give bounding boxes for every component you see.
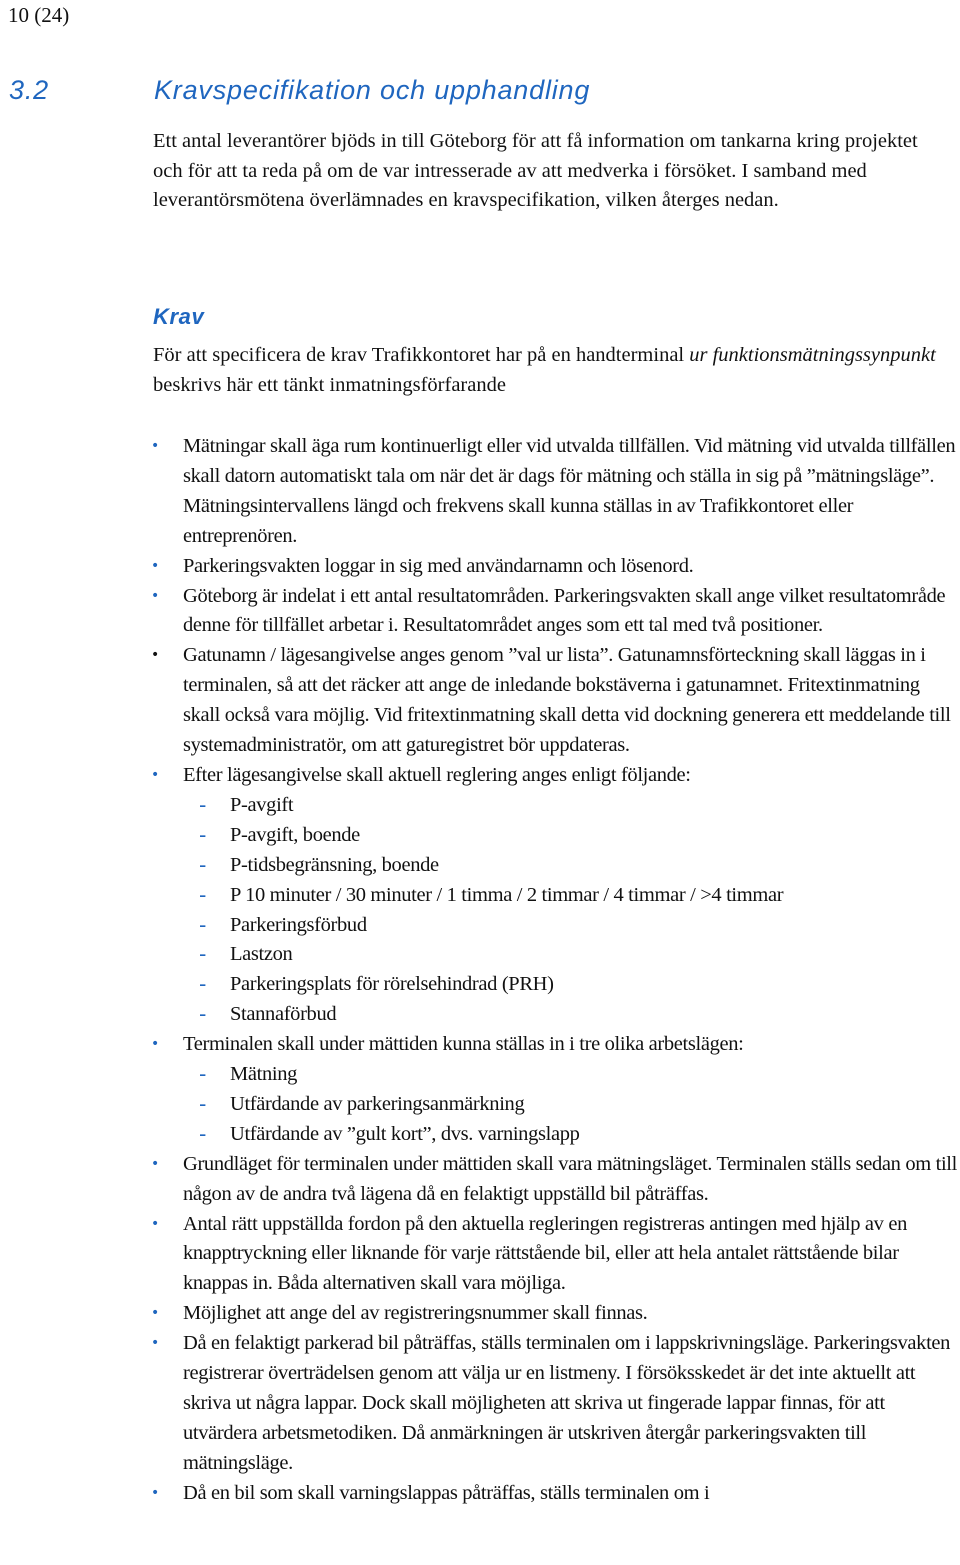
section-number: 3.2: [9, 75, 49, 105]
dash-icon: -: [199, 912, 207, 937]
sub-item-text: Lastzon: [230, 943, 293, 966]
requirement-item: [0, 1329, 960, 1479]
dash-icon: -: [199, 942, 207, 967]
sub-list-item: [183, 881, 960, 911]
dash-icon: -: [199, 882, 207, 907]
requirement-text: Då en bil som skall varningslappas påträffas, ställs terminalen om i: [183, 1481, 710, 1504]
requirement-item: [0, 582, 960, 642]
requirement-text: Parkeringsvakten loggar in sig med användarnamn och lösenord.: [183, 554, 694, 577]
bullet-icon: •: [151, 1305, 159, 1322]
dash-icon: -: [199, 972, 207, 997]
sub-list-item: [183, 1060, 960, 1090]
requirement-item: [0, 432, 960, 552]
section-heading: [9, 74, 590, 106]
bullet-icon: •: [151, 557, 159, 574]
requirement-item: [0, 1299, 960, 1329]
sub-list-item: [183, 1000, 960, 1030]
requirement-text: Göteborg är indelat i ett antal resultatområden. Parkeringsvakten skall ange vilket resultatområde denne för tillfället arbetar i. Resultatområdet anges som ett tal med två positioner.: [183, 584, 946, 637]
requirement-text: Mätningar skall äga rum kontinuerligt eller vid utvalda tillfällen. Vid mätning vid utvalda tillfällen skall datorn automatiskt tala om när det är dags för mätning och ställa in sig på ”mätningsläge”. Mätningsintervallens längd och frekvens skall kunna ställas in av Trafikkontoret eller entreprenören.: [183, 435, 956, 547]
dash-icon: -: [199, 852, 207, 877]
requirement-text: Möjlighet att ange del av registreringsnummer skall finnas.: [183, 1302, 648, 1325]
sub-list-item: [183, 911, 960, 941]
sub-list: [183, 791, 960, 1030]
dash-icon: -: [199, 1121, 207, 1146]
page-number: 10 (24): [8, 3, 70, 27]
requirement-item: [0, 1030, 960, 1150]
bullet-icon: •: [151, 1215, 159, 1232]
sub-item-text: P 10 minuter / 30 minuter / 1 timma / 2 timmar / 4 timmar / >4 timmar: [230, 883, 784, 906]
requirement-text: Efter lägesangivelse skall aktuell reglering anges enligt följande:: [183, 763, 691, 786]
bullet-icon: •: [151, 766, 159, 783]
sub-item-text: Parkeringsförbud: [230, 913, 367, 936]
requirement-text: Terminalen skall under mättiden kunna ställas in i tre olika arbetslägen:: [183, 1033, 744, 1056]
dash-icon: -: [199, 822, 207, 847]
bullet-icon: •: [151, 1155, 159, 1172]
sub-item-text: Mätning: [230, 1063, 298, 1086]
dash-icon: -: [199, 1002, 207, 1027]
requirement-item: [0, 761, 960, 1030]
requirement-item: [0, 641, 960, 761]
lead-text-start: För att specificera de krav Trafikkontoret har på en handterminal: [153, 344, 690, 366]
requirement-text: Grundläget för terminalen under mättiden skall vara mätningsläget. Terminalen ställs sedan om till någon av de andra två lägena då en felaktigt uppställd bil påträffas.: [183, 1152, 957, 1205]
krav-lead-paragraph: [153, 340, 943, 400]
dash-icon: -: [199, 1062, 207, 1087]
section-title: Kravspecifikation och upphandling: [154, 75, 591, 105]
lead-text-end: beskrivs här ett tänkt inmatningsförfarande: [153, 374, 506, 396]
sub-item-text: Utfärdande av ”gult kort”, dvs. varningslapp: [230, 1122, 580, 1145]
lead-text-italic: ur funktionsmätningssynpunkt: [689, 344, 936, 366]
sub-list: [183, 1060, 960, 1150]
sub-list-item: [183, 851, 960, 881]
sub-list-item: [183, 940, 960, 970]
bullet-icon: •: [151, 587, 159, 604]
requirement-text: Gatunamn / lägesangivelse anges genom ”val ur lista”. Gatunamnsförteckning skall läggas in i terminalen, så att det räcker att ange de inledande bokstäverna i gatunamnet. Fritextinmatning skall också vara möjlig. Vid fritextinmatning skall detta vid dockning generera ett meddelande till systemadministratör, om att gaturegistret bör uppdateras.: [183, 644, 951, 757]
sub-list-item: [183, 1090, 960, 1120]
requirement-item: [0, 1210, 960, 1300]
dash-icon: -: [199, 1091, 207, 1116]
bullet-icon: •: [151, 1036, 159, 1053]
bullet-icon: •: [151, 438, 159, 454]
bullet-icon: •: [151, 1484, 159, 1501]
bullet-icon: •: [151, 647, 159, 664]
sub-list-item: [183, 1120, 960, 1150]
sub-item-text: P-avgift: [230, 793, 294, 816]
requirement-item: [0, 552, 960, 582]
sub-item-text: Utfärdande av parkeringsanmärkning: [230, 1092, 525, 1115]
sub-item-text: Parkeringsplats för rörelsehindrad (PRH): [230, 973, 554, 996]
intro-paragraph: Ett antal leverantörer bjöds in till Göteborg för att få information om tankarna kring projektet och för att ta reda på om de var intresserade av att medverka i försöket. I samband med leverantörsmötena överlämnades en kravspecifikation, vilken återges nedan.: [153, 130, 918, 211]
requirement-text: Antal rätt uppställda fordon på den aktuella regleringen registreras antingen med hjälp av en knapptryckning eller liknande för varje rättstående bil, eller att hela antalet rättstående bilar knappas in. Båda alternativen skall vara möjliga.: [183, 1212, 907, 1295]
sub-list-item: [183, 791, 960, 821]
requirements-list: [0, 432, 960, 1509]
requirement-item: [0, 1479, 960, 1509]
requirement-item: [0, 1150, 960, 1210]
krav-heading: Krav: [153, 304, 205, 329]
sub-item-text: Stannaförbud: [230, 1003, 337, 1026]
bullet-icon: •: [151, 1335, 159, 1352]
sub-item-text: P-tidsbegränsning, boende: [230, 853, 439, 876]
sub-list-item: [183, 970, 960, 1000]
sub-list-item: [183, 821, 960, 851]
dash-icon: -: [199, 792, 207, 817]
sub-item-text: P-avgift, boende: [230, 823, 360, 846]
requirement-text: Då en felaktigt parkerad bil påträffas, ställs terminalen om i lappskrivningsläge. Parkeringsvakten registrerar överträdelsen genom att välja ur en listmeny. I försöksskedet är det inte aktuellt att skriva ut några lappar. Dock skall möjligheten att skriva ut fingerade lappar finnas, för att utvärdera arbetsmetodiken. Då anmärkningen är utskriven återgår parkeringsvakten till mätningsläge.: [183, 1332, 951, 1474]
